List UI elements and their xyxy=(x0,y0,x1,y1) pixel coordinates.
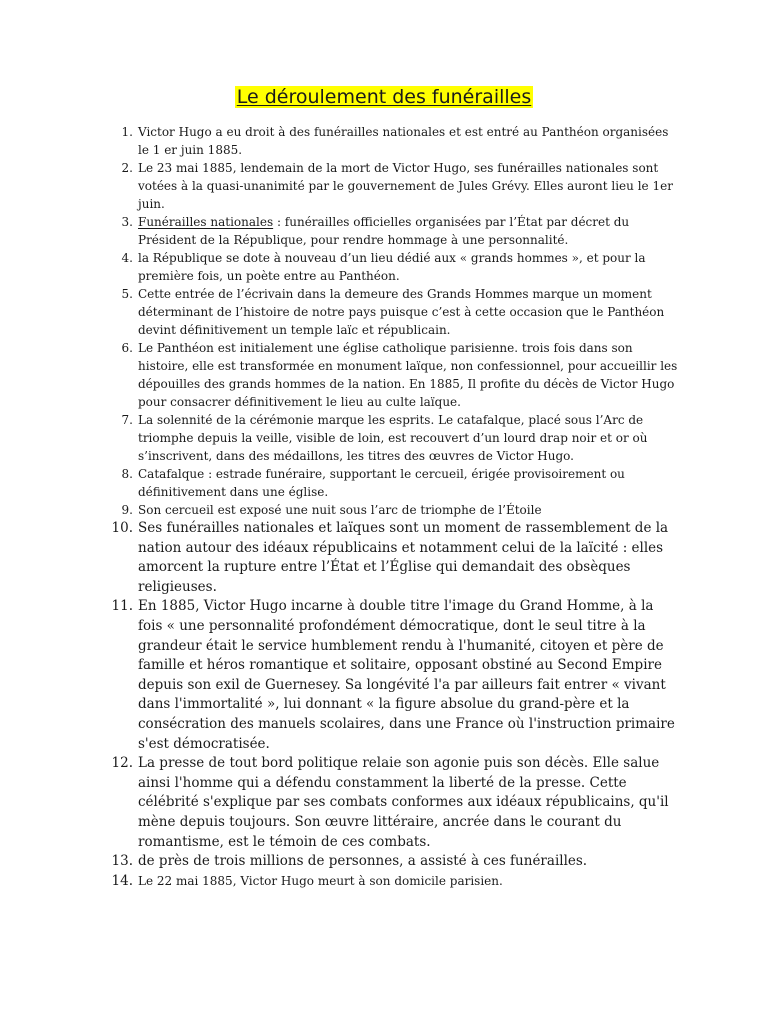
list-item-text: Le Panthéon est initialement une église catholique parisienne. trois fois dans son histoire, elle est transformée en monument laïque, non confessionnel, pour accueillir les dépouilles des grands hommes de la nation. En 1885, Il profite du décès de Victor Hugo pour consacrer définitivement le lieu au culte laïque. xyxy=(138,341,678,409)
list-item xyxy=(121,213,678,249)
list-item-text: La presse de tout bord politique relaie son agonie puis son décès. Elle salue ainsi l'homme qui a défendu constamment la liberté de la presse. Cette célébrité s'explique par ses combats conformes aux idéaux républicains, qu'il mène depuis toujours. Son œuvre littéraire, ancrée dans le courant du romantisme, est le témoin de ces combats. xyxy=(138,755,669,850)
list-item-number: 4. xyxy=(121,251,133,265)
list-item-number: 13. xyxy=(111,853,133,870)
list-item-text: la République se dote à nouveau d’un lieu dédié aux « grands hommes », et pour la première fois, un poète entre au Panthéon. xyxy=(138,251,646,283)
funeral-list xyxy=(111,123,678,890)
list-item-text: Le 23 mai 1885, lendemain de la mort de Victor Hugo, ses funérailles nationales sont votées à la quasi-unanimité par le gouvernement de Jules Grévy. Elles auront lieu le 1er juin. xyxy=(138,161,673,211)
list-item-number: 2. xyxy=(121,161,133,175)
list-item-text: Le 22 mai 1885, Victor Hugo meurt à son domicile parisien. xyxy=(138,873,503,888)
list-item xyxy=(121,249,678,285)
list-item xyxy=(111,597,678,754)
list-item-number: 14. xyxy=(111,872,133,889)
list-item-text: Cette entrée de l’écrivain dans la demeure des Grands Hommes marque un moment déterminant de l’histoire de notre pays puisque c’est à cette occasion que le Panthéon devint définitivement un temple laïc et républicain. xyxy=(138,287,665,337)
list-item-number: 12. xyxy=(111,755,133,772)
list-item-text: Catafalque : estrade funéraire, supportant le cercueil, érigée provisoirement ou définitivement dans une église. xyxy=(138,467,625,499)
list-item xyxy=(111,872,678,890)
list-item xyxy=(121,465,678,501)
list-item xyxy=(121,411,678,465)
list-item xyxy=(121,123,678,159)
list-item-text: Son cercueil est exposé une nuit sous l’arc de triomphe de l’Étoile xyxy=(138,503,542,517)
list-item-text: En 1885, Victor Hugo incarne à double titre l'image du Grand Homme, à la fois « une personnalité profondément démocratique, dont le seul titre à la grandeur était le service humblement rendu à l'humanité, citoyen et père de famille et héros romantique et solitaire, opposant obstiné au Second Empire depuis son exil de Guernesey. Sa longévité l'a par ailleurs fait entrer « vivant dans l'immortalité », lui donnant « la figure absolue du grand-père et la consécration des manuels scolaires, dans une France où l'instruction primaire s'est démocratisée. xyxy=(138,598,675,752)
list-item xyxy=(121,285,678,339)
list-item xyxy=(121,501,678,519)
list-item-number: 9. xyxy=(121,503,133,517)
list-item-term: Funérailles nationales xyxy=(138,215,274,229)
list-item-number: 7. xyxy=(121,413,133,427)
list-item-number: 8. xyxy=(121,467,133,481)
list-item-text: Ses funérailles nationales et laïques sont un moment de rassemblement de la nation autour des idéaux républicains et notamment celui de la laïcité : elles amorcent la rupture entre l’État et l’Église qui demandait des obsèques religieuses. xyxy=(138,520,669,595)
list-item-number: 3. xyxy=(121,215,133,229)
list-item xyxy=(111,852,678,872)
list-item-text: Victor Hugo a eu droit à des funérailles nationales et est entré au Panthéon organisées le 1 er juin 1885. xyxy=(138,125,669,157)
page-title: Le déroulement des funérailles xyxy=(236,86,532,108)
list-item-number: 1. xyxy=(121,125,133,139)
list-item-text: La solennité de la cérémonie marque les esprits. Le catafalque, placé sous l’Arc de triomphe depuis la veille, visible de loin, est recouvert d’un lourd drap noir et or où s’inscrivent, dans des médaillons, les titres des œuvres de Victor Hugo. xyxy=(138,413,648,463)
title-wrap xyxy=(0,84,768,110)
list-item-number: 10. xyxy=(111,520,133,536)
list-item-text: : funérailles officielles organisées par l’État par décret du Président de la République, pour rendre hommage à une personnalité. xyxy=(138,215,630,247)
list-item-text: de près de trois millions de personnes, a assisté à ces funérailles. xyxy=(138,853,588,870)
list-item xyxy=(111,754,678,852)
list-item-number: 6. xyxy=(121,341,133,355)
list-item-number: 11. xyxy=(111,598,133,615)
list-item xyxy=(121,159,678,213)
list-item xyxy=(121,339,678,411)
list-item-number: 5. xyxy=(121,287,133,301)
list-item xyxy=(111,519,678,597)
